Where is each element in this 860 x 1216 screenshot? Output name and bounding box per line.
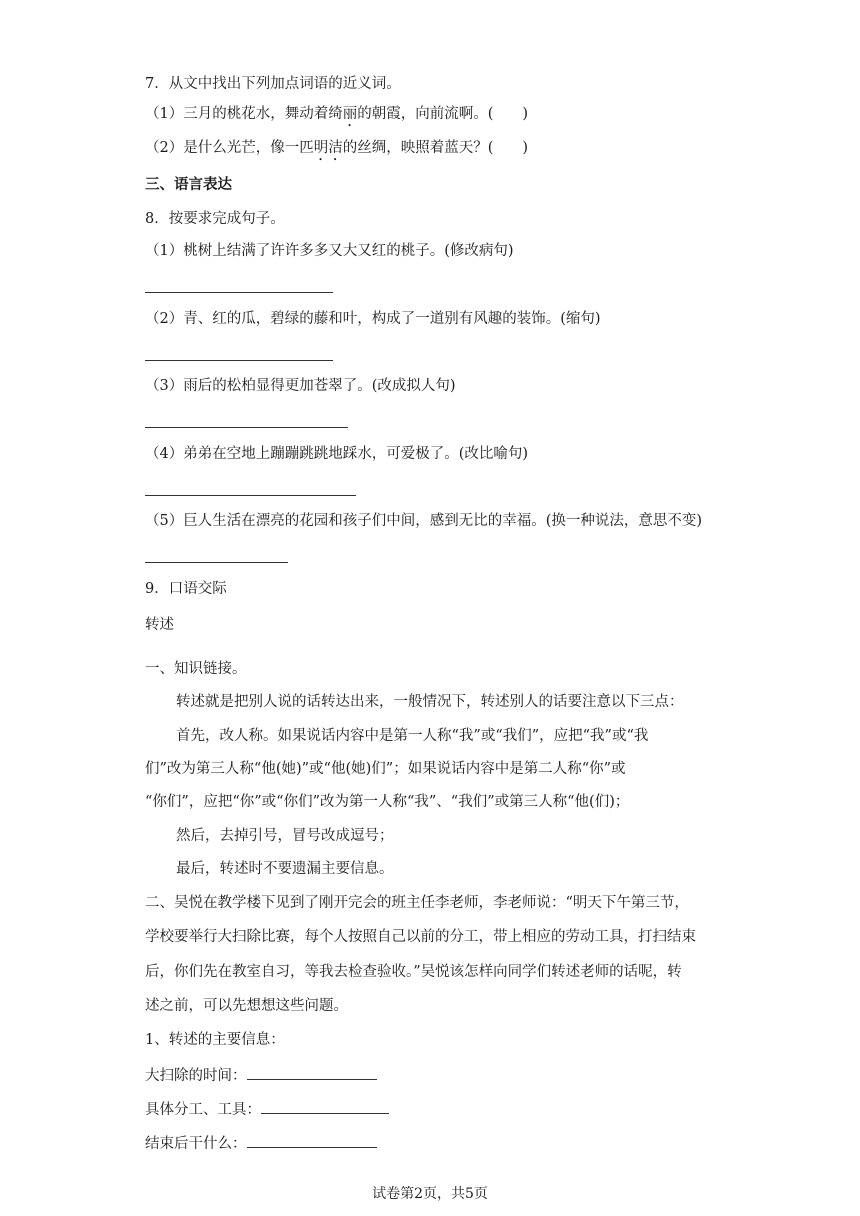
q9-field-after-label: 结束后干什么： bbox=[145, 1136, 247, 1152]
q7-item-1 bbox=[145, 104, 528, 130]
q8-item-2: （2）青、红的瓜，碧绿的藤和叶，构成了一道别有风趣的装饰。(缩句) bbox=[145, 311, 601, 327]
q9-field-after-blank[interactable] bbox=[247, 1133, 377, 1148]
q9-field-time bbox=[145, 1065, 377, 1086]
q8-answer-line-1[interactable] bbox=[145, 292, 333, 293]
q8-item-3: （3）雨后的松柏显得更加苍翠了。(改成拟人句) bbox=[145, 378, 456, 394]
q8-item-5: （5）巨人生活在漂亮的花园和孩子们中间，感到无比的幸福。(换一种说法，意思不变) bbox=[145, 513, 703, 529]
q9-field-tools-label: 具体分工、工具： bbox=[145, 1102, 261, 1118]
q9-field-time-blank[interactable] bbox=[247, 1065, 377, 1080]
q9-part2-line-4: 述之前，可以先想想这些问题。 bbox=[145, 998, 348, 1014]
q8-item-1: （1）桃树上结满了许许多多又大又红的桃子。(修改病句) bbox=[145, 243, 514, 259]
q9-field-tools bbox=[145, 1099, 389, 1120]
q7-item-1-dotted-word: 丽 bbox=[342, 106, 358, 122]
q7-item-2-post: 的丝绸，映照着蓝天？( ) bbox=[342, 140, 529, 156]
q8-answer-line-4[interactable] bbox=[145, 495, 356, 496]
section-3-heading: 三、语言表达 bbox=[145, 176, 232, 193]
q7-title: 7．从文中找出下列加点词语的近义词。 bbox=[145, 76, 401, 92]
q9-paragraph-2-line-2: 们”改为第三人称“他(她)”或“他(她)们”；如果说话内容中是第二人称“你”或 bbox=[145, 761, 626, 777]
q9-title: 9．口语交际 bbox=[145, 581, 227, 597]
q9-part2-line-2: 学校要举行大扫除比赛，每个人按照自己以前的分工，带上相应的劳动工具，打扫结束 bbox=[145, 929, 696, 945]
q9-field-tools-blank[interactable] bbox=[261, 1099, 389, 1114]
q9-info-heading: 1、转述的主要信息： bbox=[145, 1032, 285, 1048]
q9-field-after bbox=[145, 1133, 377, 1154]
q9-paragraph-2-line-1: 首先，改人称。如果说话内容中是第一人称“我”或“我们”，应把“我”或“我 bbox=[176, 728, 649, 744]
page-footer: 试卷第2页，共5页 bbox=[372, 1186, 488, 1202]
q9-paragraph-3: 然后，去掉引号，冒号改成逗号； bbox=[176, 828, 394, 844]
q9-subtitle: 转述 bbox=[145, 617, 174, 633]
q7-item-2-dotted-word: 明洁 bbox=[313, 140, 343, 156]
q7-item-2-pre: （2）是什么光芒，像一匹 bbox=[145, 140, 314, 156]
q8-answer-line-3[interactable] bbox=[145, 427, 348, 428]
q8-item-4: （4）弟弟在空地上蹦蹦跳跳地踩水，可爱极了。(改比喻句) bbox=[145, 446, 529, 462]
q9-paragraph-2-line-3: “你们”，应把“你”或“你们”改为第一人称“我”、“我们”或第三人称“他(们)； bbox=[145, 794, 630, 810]
q9-paragraph-4: 最后，转述时不要遗漏主要信息。 bbox=[176, 861, 394, 877]
q8-answer-line-5[interactable] bbox=[145, 562, 288, 563]
q9-paragraph-1: 转述就是把别人说的话转达出来，一般情况下，转述别人的话要注意以下三点： bbox=[176, 694, 684, 710]
q8-title: 8．按要求完成句子。 bbox=[145, 211, 285, 227]
q7-item-2 bbox=[145, 138, 528, 164]
q7-item-1-post: 的朝霞，向前流啊。( ) bbox=[357, 106, 529, 122]
q8-answer-line-2[interactable] bbox=[145, 360, 333, 361]
q9-part2-line-3: 后，你们先在教室自习，等我去检查验收。”吴悦该怎样向同学们转述老师的话呢，转 bbox=[145, 964, 682, 980]
q9-part1-heading: 一、知识链接。 bbox=[145, 661, 247, 677]
q7-item-1-pre: （1）三月的桃花水，舞动着绮 bbox=[145, 106, 343, 122]
q9-field-time-label: 大扫除的时间： bbox=[145, 1068, 247, 1084]
q9-part2-line-1: 二、吴悦在教学楼下见到了刚开完会的班主任李老师，李老师说：“明天下午第三节， bbox=[145, 895, 689, 911]
